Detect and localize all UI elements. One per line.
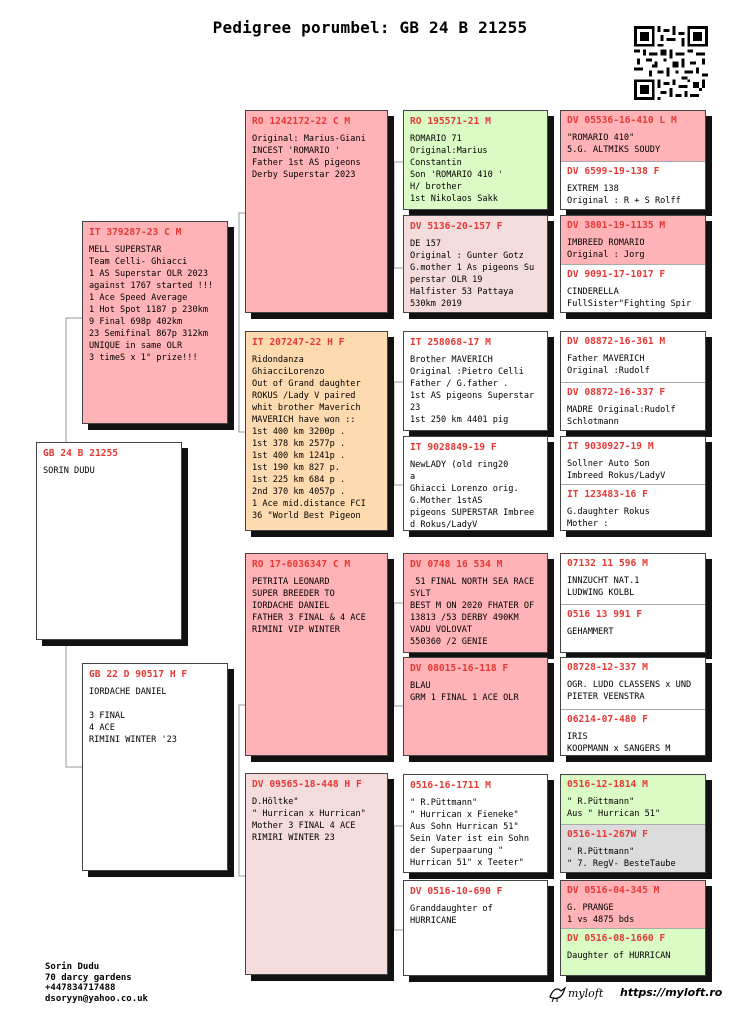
ring-number: DV 08872-16-361 M xyxy=(567,336,666,347)
gggp-pair-6 xyxy=(560,657,706,756)
pigeon-notes: EXTREM 138 Original : R + S Rolff xyxy=(567,184,681,206)
ring-number: 08728-12-337 M xyxy=(567,662,648,673)
ring-number: GB 22 D 90517 H F xyxy=(89,669,188,680)
ring-number: 0516-11-267W F xyxy=(567,829,648,840)
pigeon-notes: Brother MAVERICH Original :Pietro Celli Father / G.father . 1st AS pigeons Superstar 23 1st 250 km 4401 pig xyxy=(410,355,535,425)
owner-address: 70 darcy gardens xyxy=(45,972,132,983)
ggp-card-7 xyxy=(403,774,548,873)
pigeon-notes: INNZUCHT NAT.1 LUDWING KOLBL xyxy=(567,576,640,598)
ring-number: RO 17-6036347 C M xyxy=(252,559,351,570)
gggp-card xyxy=(561,824,705,873)
gggp-pair-3 xyxy=(560,331,706,431)
ring-number: IT 207247-22 H F xyxy=(252,337,345,348)
pigeon-notes: SORIN DUDU xyxy=(43,466,95,476)
owner-email: dsoryyn@yahoo.co.uk xyxy=(45,993,148,1004)
pigeon-notes: IORDACHE DANIEL 3 FINAL 4 ACE RIMINI WINTER '23 xyxy=(89,687,177,745)
ggp-card-4 xyxy=(403,436,548,531)
ring-number: IT 9030927-19 M xyxy=(567,441,654,452)
gggp-pair-7 xyxy=(560,774,706,873)
pigeon-notes: DE 157 Original : Gunter Gotz G.mother 1 As pigeons Su perstar OLR 19 Halfister 53 Pattaya 530km 2019 xyxy=(410,239,535,309)
pigeon-notes: NewLADY (old ring20 a Ghiacci Lorenzo orig. G.Mother 1stAS pigeons SUPERSTAR Imbree d Rokus/LadyV xyxy=(410,460,535,530)
gggp-card xyxy=(561,264,705,313)
ring-number: DV 0516-08-1660 F xyxy=(567,933,666,944)
pigeon-notes: OGR. LUDO CLASSENS x UND PIETER VEENSTRA xyxy=(567,680,692,702)
pigeon-notes: "ROMARIO 410" 5.G. ALTMIKS SOUDY xyxy=(567,133,661,155)
gggp-card xyxy=(561,658,705,709)
pigeon-notes: CINDERELLA FullSister"Fighting Spir xyxy=(567,287,692,309)
page-title: Pedigree porumbel: GB 24 B 21255 xyxy=(212,18,528,37)
pigeon-notes: Father MAVERICH Original :Rudolf xyxy=(567,354,650,376)
ring-number: DV 6599-19-138 F xyxy=(567,166,660,177)
ring-number: IT 258068-17 M xyxy=(410,337,491,348)
ring-number: 0516-12-1814 M xyxy=(567,779,648,790)
pigeon-notes: GEHAMMERT xyxy=(567,627,614,637)
pigeon-notes: D.Höltke" " Hurrican x Hurrican" Mother 3 FINAL 4 ACE RIMIRI WINTER 23 xyxy=(252,797,366,843)
gggp-card xyxy=(561,332,705,382)
gggp-card xyxy=(561,216,705,264)
gggp-card xyxy=(561,161,705,210)
pigeon-notes: IRIS KOOPMANN x SANGERS M xyxy=(567,732,671,754)
myloft-logo xyxy=(548,985,608,1003)
ring-number: 0516-16-1711 M xyxy=(410,780,491,791)
pigeon-notes: PETRITA LEONARD SUPER BREEDER TO IORDACHE DANIEL FATHER 3 FINAL & 4 ACE RIMINI VIP WINTER xyxy=(252,577,366,635)
pigeon-notes: Daughter of HURRICAN xyxy=(567,951,671,961)
pigeon-notes: 51 FINAL NORTH SEA RACE SYLT BEST M ON 2020 FHATER OF 13813 /53 DERBY 490KM VADU VOLOVAT 550360 /2 GENIE xyxy=(410,577,535,647)
ring-number: DV 0516-10-690 F xyxy=(410,886,503,897)
ring-number: 0516 13 991 F xyxy=(567,609,643,620)
ggp-card-1 xyxy=(403,110,548,210)
pigeon-notes: MELL SUPERSTAR Team Celli- Ghiacci 1 AS Superstar OLR 2023 against 1767 started !!! 1 Ace Speed Average 1 Hot Spot 1187 p 230km 9 Final 698p 402km 23 Semifinal 867p 312km UNIQUE in same OLR 3 timeS x 1° prize!!! xyxy=(89,245,214,363)
granddam-maternal-card xyxy=(245,773,388,975)
ring-number: IT 379287-23 C M xyxy=(89,227,182,238)
grandsire-maternal-card xyxy=(245,553,388,756)
pigeon-notes: " R.Püttmann" " 7. RegV- BesteTaube xyxy=(567,847,676,869)
gggp-pair-4 xyxy=(560,436,706,531)
gggp-card xyxy=(561,382,705,431)
pigeon-icon xyxy=(548,985,568,1003)
subject-card xyxy=(36,442,182,640)
ring-number: IT 123483-16 F xyxy=(567,489,648,500)
ring-number: RO 1242172-22 C M xyxy=(252,116,351,127)
ggp-card-6 xyxy=(403,657,548,756)
ring-number: DV 09565-18-448 H F xyxy=(252,779,362,790)
gggp-pair-8 xyxy=(560,880,706,976)
gggp-card xyxy=(561,437,705,484)
pigeon-notes: Sollner Auto Son Imbreed Rokus/LadyV xyxy=(567,459,666,481)
sire-card xyxy=(82,221,228,424)
gggp-pair-1 xyxy=(560,110,706,210)
gggp-card xyxy=(561,881,705,928)
ring-number: DV 9091-17-1017 F xyxy=(567,269,666,280)
owner-contact xyxy=(45,962,148,1004)
owner-phone: +447834717488 xyxy=(45,983,116,993)
ring-number: DV 5136-20-157 F xyxy=(410,221,503,232)
gggp-card xyxy=(561,709,705,756)
pigeon-notes: IMBREED ROMARIO Original : Jorg xyxy=(567,238,645,260)
pigeon-notes: G. PRANGE 1 vs 4875 bds xyxy=(567,903,635,925)
ring-number: IT 9028849-19 F xyxy=(410,442,497,453)
ggp-card-3 xyxy=(403,331,548,431)
pigeon-notes: " R.Püttmann" " Hurrican x Fieneke" Aus Sohn Hurrican 51" Sein Vater ist ein Sohn der Superpaarung " Hurrican 51" x Teeter" xyxy=(410,798,529,868)
pigeon-notes: Ridondanza GhiacciLorenzo Out of Grand daughter ROKUS /Lady V paired whit brother Maverich MAVERICH have won :: 1st 400 km 3200p . 1st 378 km 2577p . 1st 400 km 1241p . 1st 190 km 827 p. 1st 225 km 684 p . 2nd 370 km 4057p . 1 Ace mid.distance FCI 36 "World Best Pigeon xyxy=(252,355,366,521)
ring-number: DV 3801-19-1135 M xyxy=(567,220,666,231)
pigeon-notes: MADRE Original:Rudolf Schlotmann xyxy=(567,405,676,427)
ring-number: DV 08872-16-337 F xyxy=(567,387,666,398)
ggp-card-8 xyxy=(403,880,548,976)
pigeon-notes: Granddaughter of HURRICANE xyxy=(410,904,493,926)
dam-card xyxy=(82,663,228,871)
gggp-card xyxy=(561,554,705,604)
ggp-card-5 xyxy=(403,553,548,653)
pigeon-notes: " R.Püttmann" Aus " Hurrican 51" xyxy=(567,797,661,819)
gggp-card xyxy=(561,111,705,161)
pigeon-notes: G.daughter Rokus Mother : xyxy=(567,507,650,529)
gggp-card xyxy=(561,484,705,531)
ggp-card-2 xyxy=(403,215,548,313)
ring-number: DV 0748 16 534 M xyxy=(410,559,503,570)
ring-number: DV 05536-16-410 L M xyxy=(567,115,677,126)
gggp-card xyxy=(561,775,705,824)
grandsire-paternal-card xyxy=(245,110,388,313)
pigeon-notes: Original: Marius-Giani INCEST 'ROMARIO ' Father 1st AS pigeons Derby Superstar 2023 xyxy=(252,134,366,180)
website-link[interactable]: https://myloft.ro xyxy=(620,986,723,999)
logo-text: myloft xyxy=(568,987,604,1000)
pigeon-notes: BLAU GRM 1 FINAL 1 ACE OLR xyxy=(410,681,519,703)
gggp-pair-5 xyxy=(560,553,706,653)
ring-number: 06214-07-480 F xyxy=(567,714,648,725)
pigeon-notes: ROMARIO 71 Original:Marius Constantin Son 'ROMARIO 410 ' H/ brother 1st Nikolaos Sakk xyxy=(410,134,504,204)
ring-number: DV 08015-16-118 F xyxy=(410,663,509,674)
gggp-pair-2 xyxy=(560,215,706,313)
ring-number: RO 195571-21 M xyxy=(410,116,491,127)
gggp-card xyxy=(561,928,705,976)
ring-number: GB 24 B 21255 xyxy=(43,448,119,459)
ring-number: DV 0516-04-345 M xyxy=(567,885,660,896)
ring-number: 07132 11 596 M xyxy=(567,558,648,569)
gggp-card xyxy=(561,604,705,653)
owner-name: Sorin Dudu xyxy=(45,962,100,972)
granddam-paternal-card xyxy=(245,331,388,531)
